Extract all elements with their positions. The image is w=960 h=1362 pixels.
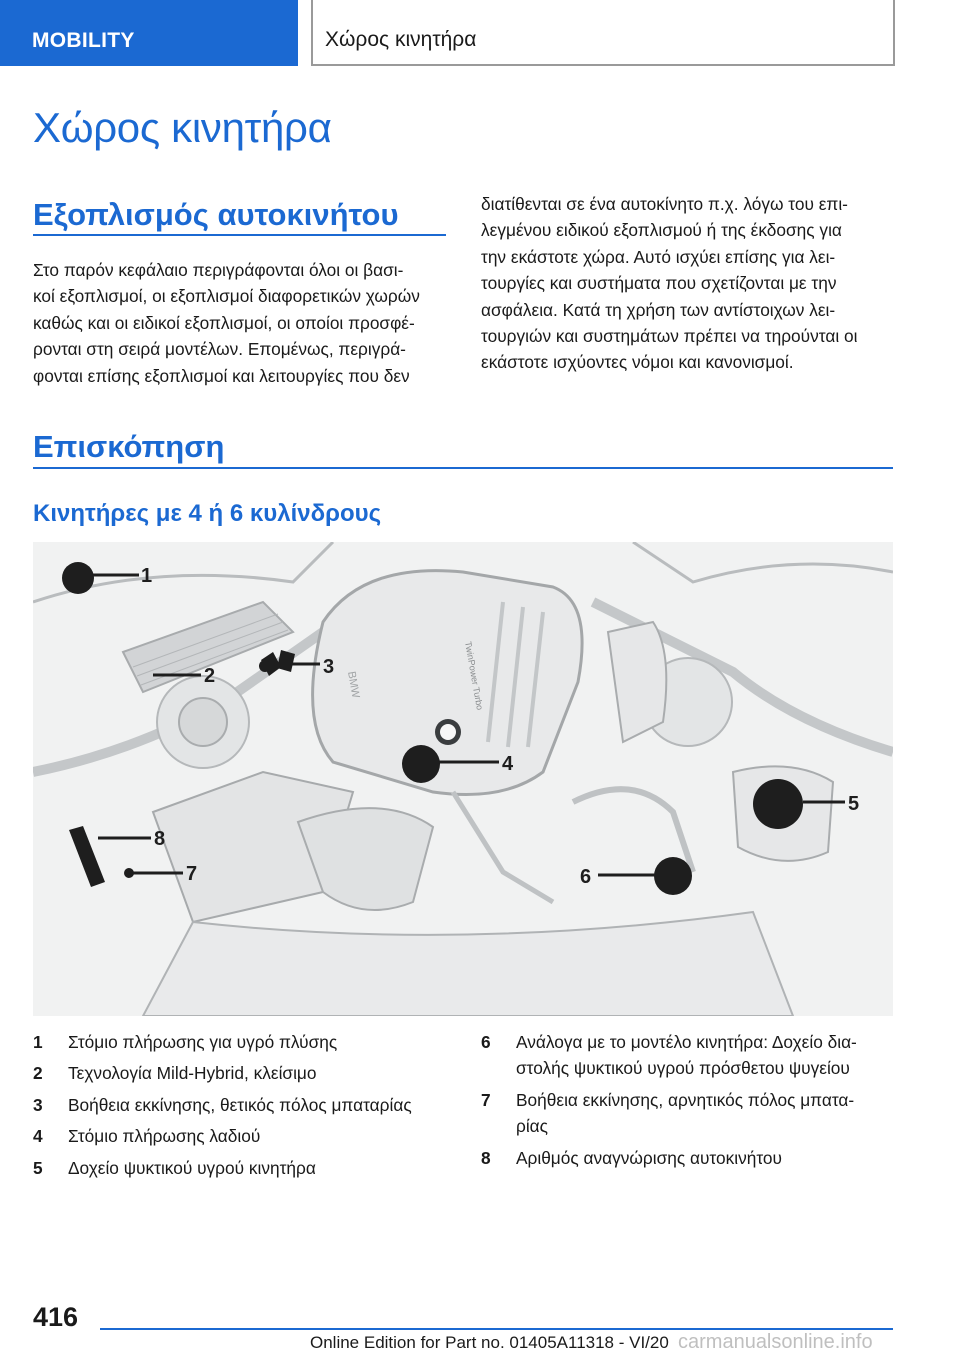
engine-bay-illustration (33, 542, 893, 1016)
expansion-tank-cap (654, 857, 692, 895)
callout-7: 7 (186, 863, 198, 885)
callout-1: 1 (141, 565, 153, 587)
equipment-text-right (481, 191, 896, 376)
legend-number: 7 (481, 1089, 491, 1110)
legend-right (481, 1029, 901, 1176)
legend-number: 2 (33, 1063, 43, 1084)
legend-text: Ανάλογα με το μοντέλο κινητήρα: Δοχείο δια- (516, 1032, 857, 1052)
legend-number: 1 (33, 1032, 43, 1052)
oil-filler-cap (402, 745, 440, 783)
legend-item (481, 1087, 901, 1140)
text-line: ασφάλεια. Κατά τη χρήση των αντίστοιχων λει- (481, 299, 836, 320)
legend-text: Βοήθεια εκκίνησης, θετικός πόλος μπαταρίας (68, 1094, 412, 1115)
legend-item (481, 1145, 901, 1171)
page-number: 416 (33, 1302, 79, 1332)
text-line: ρονται στη σειρά μοντέλων. Επομένως, περιγρά- (33, 339, 406, 360)
legend-item (481, 1029, 901, 1082)
washer-fluid-cap (62, 562, 94, 594)
legend-item (33, 1060, 458, 1086)
legend-text: ρίας (516, 1116, 548, 1137)
section-header-label: Χώρος κινητήρα (325, 28, 477, 51)
callout-2: 2 (204, 665, 216, 687)
engine-cover-text: TwinPower Turbo (463, 640, 485, 711)
text-line: κοί εξοπλισμοί, οι εξοπλισμοί διαφορετικών χωρών (33, 286, 420, 307)
legend-text: Στόμιο πλήρωσης λαδιού (68, 1126, 261, 1147)
chapter-tab[interactable] (0, 0, 298, 66)
equipment-heading: Εξοπλισμός αυτοκινήτου (33, 197, 399, 232)
text-line: λεγμένου ειδικού εξοπλισμού ή της έκδοσης για (481, 220, 842, 241)
legend-left (33, 1029, 458, 1186)
legend-number: 4 (33, 1126, 43, 1147)
text-line: τουργιών και συστημάτων πρέπει να τηρούνται οι (481, 326, 858, 347)
callout-3: 3 (323, 656, 335, 678)
text-line: διατίθενται σε ένα αυτοκίνητο π.χ. λόγω του επι- (481, 194, 848, 214)
legend-text: Αριθμός αναγνώρισης αυτοκινήτου (516, 1147, 782, 1168)
equipment-heading-rule (33, 234, 446, 236)
callout-6: 6 (580, 866, 592, 888)
overview-subheading: Κινητήρες με 4 ή 6 κυλίνδρους (33, 500, 382, 527)
legend-number: 3 (33, 1094, 43, 1115)
legend-item (33, 1029, 458, 1055)
overview-heading: Επισκόπηση (33, 429, 225, 464)
callout-8: 8 (154, 828, 166, 850)
engine-bay-figure (33, 542, 893, 1016)
text-line: καθώς και οι ειδικοί εξοπλισμοί, οι οποίοι προσφέ- (33, 312, 415, 333)
legend-item (33, 1155, 458, 1181)
legend-text: στολής ψυκτικού υγρού πρόσθετου ψυγείου (516, 1058, 850, 1079)
text-line: φονται επίσης εξοπλισμοί και λειτουργίες που δεν (33, 365, 410, 386)
text-line: Στο παρόν κεφάλαιο περιγράφονται όλοι οι βασι- (33, 260, 404, 280)
legend-number: 6 (481, 1032, 491, 1052)
legend-item (33, 1092, 458, 1118)
overview-heading-rule (33, 467, 893, 469)
footer-watermark[interactable]: carmanualsonline.info (678, 1331, 873, 1353)
footer-rule (100, 1328, 893, 1330)
engine-cover-brand: BMW (345, 670, 362, 700)
coolant-reservoir-cap (753, 779, 803, 829)
text-line: την εκάστοτε χώρα. Αυτό ισχύει επίσης για λει- (481, 246, 836, 267)
jump-start-negative-terminal (124, 868, 134, 878)
section-header (311, 0, 895, 66)
text-line: εκάστοτε ισχύοντες νόμοι και κανονισμοί. (481, 352, 794, 373)
legend-text: Δοχείο ψυκτικού υγρού κινητήρα (68, 1157, 316, 1178)
page-title: Χώρος κινητήρα (33, 104, 332, 151)
legend-item (33, 1123, 458, 1149)
legend-text: Βοήθεια εκκίνησης, αρνητικός πόλος μπατα- (516, 1089, 855, 1110)
legend-number: 5 (33, 1157, 43, 1178)
legend-text: Τεχνολογία Mild-Hybrid, κλείσιμο (68, 1063, 317, 1084)
text-line: τουργίες και συστήματα που σχετίζονται με την (481, 273, 837, 294)
footer-edition: Online Edition for Part no. 01405A11318 - VI/20 (310, 1333, 669, 1352)
legend-number: 8 (481, 1147, 491, 1168)
chapter-tab-label: MOBILITY (32, 29, 135, 52)
legend-text: Στόμιο πλήρωσης για υγρό πλύσης (68, 1032, 338, 1052)
callout-4: 4 (502, 753, 514, 775)
callout-5: 5 (848, 793, 860, 815)
equipment-text-left (33, 257, 453, 389)
